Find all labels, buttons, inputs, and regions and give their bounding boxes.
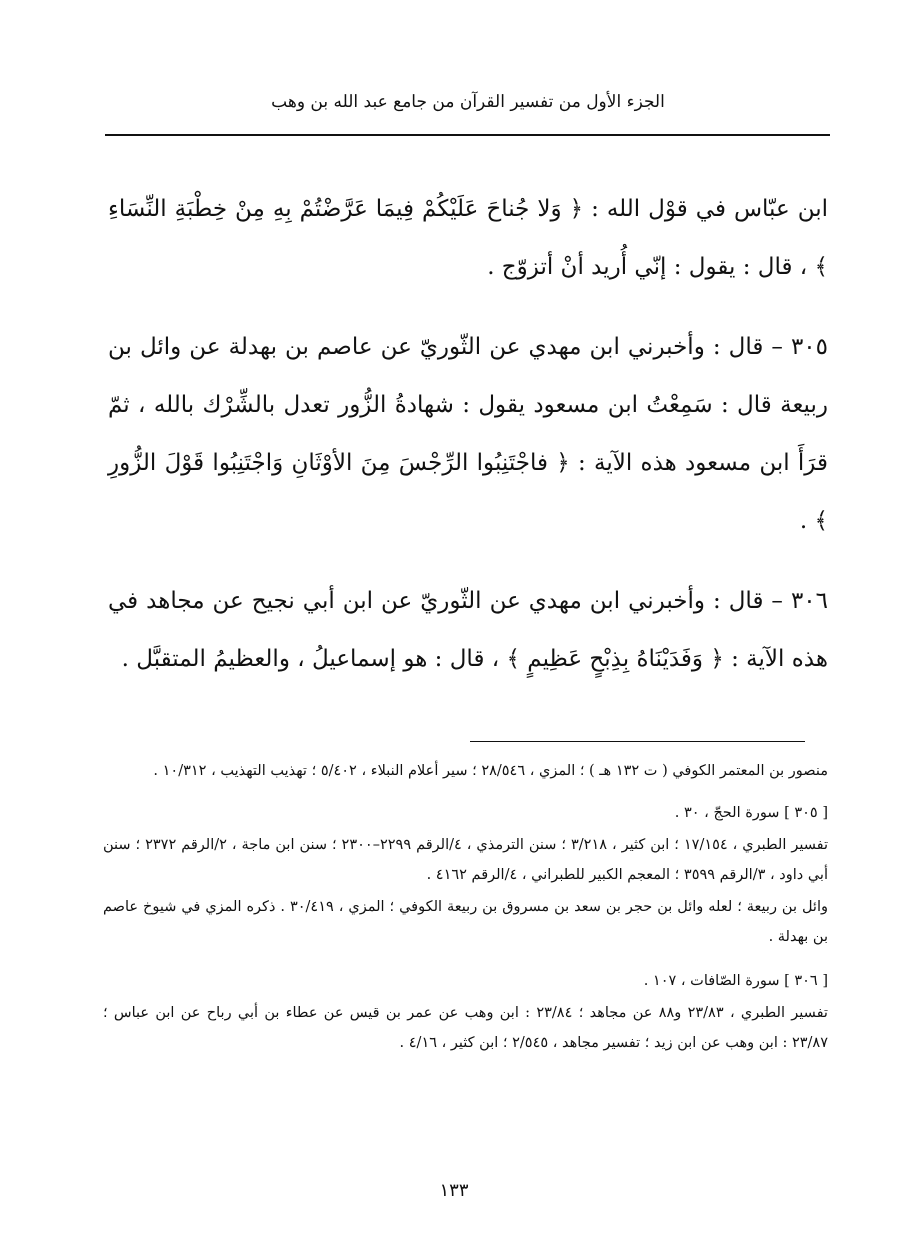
main-text xyxy=(108,180,828,710)
footnote-305-wail: وائل بن ربيعة ؛ لعله وائل بن حجر بن سعد بن مسروق بن ربيعة الكوفي ؛ المزي ، ٣٠/٤١٩ . ذكره المزي في شيوخ عاصم بن بهدلة . xyxy=(103,899,828,945)
paragraph-306: ٣٠٦ – قال : وأخبرني ابن مهدي عن الثّوريّ عن ابن أبي نجيح عن مجاهد في هذه الآية : ﴿ وَفَدَيْنَاهُ بِذِبْحٍ عَظِيمٍ ﴾ ، قال : هو إسماعيلُ ، والعظيمُ المتقبَّل . xyxy=(108,588,828,672)
page-number: ١٣٣ xyxy=(439,1180,469,1201)
footnote-305-sources: تفسير الطبري ، ١٧/١٥٤ ؛ ابن كثير ، ٣/٢١٨ ؛ سنن الترمذي ، ٤/الرقم ٢٢٩٩–٢٣٠٠ ؛ سنن ابن ماجة ، ٢/الرقم ٢٣٧٢ ؛ سنن أبي داود ، ٣/الرقم ٣٥٩٩ ؛ المعجم الكبير للطبراني ، ٤/الرقم ٤١٦٢ . xyxy=(103,837,829,883)
footnote-305-sura: [ ٣٠٥ ] سورة الحجّ ، ٣٠ . xyxy=(674,805,828,821)
paragraph-305: ٣٠٥ – قال : وأخبرني ابن مهدي عن الثّوريّ عن عاصم بن بهدلة عن وائل بن ربيعة قال : سَمِعْتُ ابن مسعود يقول : شهادةُ الزُّور تعدل بالشِّرْك بالله ، ثمّ قرَأَ ابن مسعود هذه الآية : ﴿ فاجْتَنِبُوا الرِّجْسَ مِنَ الأوْثَانِ وَاجْتَنِبُوا قَوْلَ الزُّورِ ﴾ . xyxy=(108,334,828,534)
footnote-306-sources: تفسير الطبري ، ٢٣/٨٣ و٨٨ عن مجاهد ؛ ٢٣/٨٤ : ابن وهب عن عمر بن قيس عن عطاء بن أبي رباح عن ابن عباس ؛ ٢٣/٨٧ : ابن وهب عن ابن زيد ؛ تفسير مجاهد ، ٢/٥٤٥ ؛ ابن كثير ، ٤/١٦ . xyxy=(103,1005,828,1051)
footnotes xyxy=(103,756,828,1060)
paragraph-continuation: ابن عبّاس في قوْل الله : ﴿ وَلا جُناحَ عَلَيْكُمْ فِيمَا عَرَّضْتُمْ بِهِ مِنْ خِطْبَةِ النِّسَاءِ ﴾ ، قال : يقول : إنّي أُريد أنْ أتزوّج . xyxy=(108,196,828,280)
footnote-mansur: منصور بن المعتمر الكوفي ( ت ١٣٢ هـ ) ؛ المزي ، ٢٨/٥٤٦ ؛ سير أعلام النبلاء ، ٥/٤٠٢ ؛ تهذيب التهذيب ، ١٠/٣١٢ . xyxy=(153,763,828,779)
header-divider xyxy=(105,134,830,136)
footnote-306-sura: [ ٣٠٦ ] سورة الصّافات ، ١٠٧ . xyxy=(643,973,828,989)
footnote-divider xyxy=(470,741,805,742)
running-header: الجزء الأول من تفسير القرآن من جامع عبد الله بن وهب xyxy=(271,92,665,112)
